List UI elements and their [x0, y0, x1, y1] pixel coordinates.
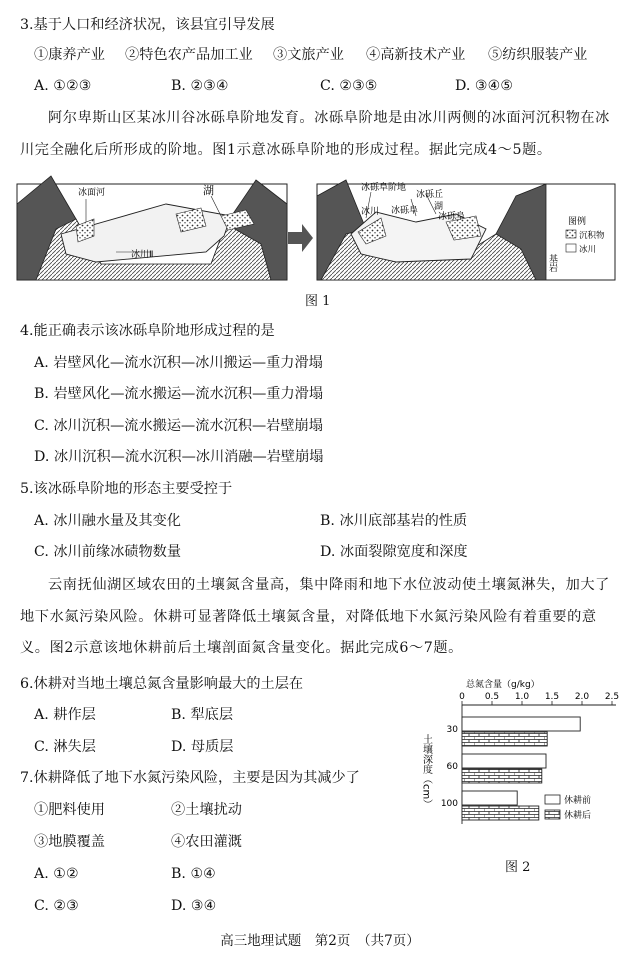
q3-item-4: ④高新技术产业 [366, 47, 466, 63]
chart-bar-before [462, 717, 580, 731]
q3-option-b: B. ②③④ [171, 78, 229, 94]
q3-stem: 3.基于人口和经济状况，该县宜引导发展 [20, 17, 275, 33]
chart-title: 总氮含量（g/kg） [466, 680, 540, 690]
q5-option-b: B. 冰川底部基岩的性质 [320, 513, 468, 529]
page-footer: 高三地理试题 第2页 （共7页） [220, 933, 420, 949]
chart-category-label: 30 [446, 725, 458, 735]
fig1-label-kame-terrace: 冰砾阜阶地 [361, 183, 407, 193]
q3-item-3: ③文旅产业 [273, 47, 344, 63]
fig1-label-glacier-right: 冰川 [361, 207, 380, 217]
figure-2-caption: 图 2 [505, 860, 531, 875]
fig1-label-lake-left: 湖 [203, 184, 214, 197]
fig1-legend-title: 图例 [568, 217, 587, 227]
q3-item-2: ②特色农产品加工业 [125, 47, 253, 63]
q6-option-b: B. 犁底层 [171, 707, 234, 723]
q7-item-2: ②土壤扰动 [171, 802, 242, 818]
fig1-right-panel [317, 180, 615, 280]
q7-item-1: ①肥料使用 [34, 802, 105, 818]
q3-option-c: C. ②③⑤ [320, 78, 378, 94]
chart-x-tick-label: 2.5 [604, 692, 620, 702]
q7-option-a: A. ①② [34, 866, 79, 882]
q4-option-d: D. 冰川沉积—流水沉积—冰川消融—岩壁崩塌 [34, 449, 324, 465]
q6-option-a: A. 耕作层 [34, 707, 96, 723]
q3-item-1: ①康养产业 [34, 47, 105, 63]
q7-option-b: B. ①④ [171, 866, 216, 882]
chart-category-label: 60 [446, 762, 458, 772]
chart-legend-swatch-after [545, 810, 560, 819]
chart-bar-before [462, 791, 517, 805]
q5-option-a: A. 冰川融水量及其变化 [34, 513, 181, 529]
q6-option-d: D. 母质层 [171, 739, 234, 755]
fig1-label-kame-2: 冰砾阜 [438, 212, 466, 222]
q7-stem: 7.休耕降低了地下水氮污染风险，主要是因为其减少了 [20, 770, 360, 786]
fig1-label-kame-hill: 冰砾丘 [416, 190, 444, 200]
q4-option-a: A. 岩壁风化—流水沉积—冰川搬运—重力滑塌 [34, 355, 323, 371]
chart-x-tick-label: 2.0 [574, 692, 590, 702]
chart-legend-swatch-before [545, 795, 560, 804]
figure-1-diagram [16, 174, 616, 286]
chart-bar-before [462, 754, 546, 768]
fig1-legend-swatch-glacier [566, 244, 576, 252]
chart-categories [441, 725, 458, 809]
fig1-label-kame-1: 冰砾阜 [391, 206, 419, 216]
q7-item-4: ④农田灌溉 [171, 834, 242, 850]
chart-legend-after: 休耕后 [564, 811, 592, 821]
fig1-arrow-icon [288, 224, 313, 252]
q4-option-b: B. 岩壁风化—流水搬运—流水沉积—重力滑塌 [34, 386, 324, 402]
chart-x-tick-label: 0.5 [484, 692, 500, 702]
fig1-label-lake-right: 湖 [434, 202, 444, 212]
q3-item-5: ⑤纺织服装产业 [488, 47, 588, 63]
chart-bar-after [462, 732, 547, 746]
fig1-label-bedrock: 基岩 [547, 254, 557, 272]
figure-2-chart [414, 676, 630, 836]
q7-option-c: C. ②③ [34, 898, 79, 914]
chart-bar-after [462, 806, 539, 820]
chart-bars [462, 717, 580, 820]
chart-x-tick-label: 0 [459, 692, 465, 702]
fig1-legend-sediment: 沉积物 [579, 231, 605, 241]
q5-option-c: C. 冰川前缘冰碛物数量 [34, 544, 182, 560]
chart-x-tick-label: 1.5 [544, 692, 560, 702]
chart-x-tick-label: 1.0 [514, 692, 530, 702]
fig1-label-meltwater-river: 冰面河 [78, 188, 106, 198]
q7-option-d: D. ③④ [171, 898, 217, 914]
q5-stem: 5.该冰砾阜阶地的形态主要受控于 [20, 481, 233, 497]
fig1-label-glacier-left: 冰川Ⅱ [131, 250, 154, 260]
q7-item-3: ③地膜覆盖 [34, 834, 105, 850]
fig1-legend-swatch-sediment [566, 230, 576, 238]
chart-bar-after [462, 769, 542, 783]
q4-stem: 4.能正确表示该冰砾阜阶地形成过程的是 [20, 323, 275, 339]
fig1-left-panel [17, 176, 287, 280]
chart-x-ticks [459, 692, 619, 705]
chart-legend-before: 休耕前 [564, 796, 592, 806]
figure-1-caption: 图 1 [305, 294, 331, 309]
q5-option-d: D. 冰面裂隙宽度和深度 [320, 544, 468, 560]
q4-option-c: C. 冰川沉积—流水搬运—流水沉积—岩壁崩塌 [34, 418, 323, 434]
q3-option-a: A. ①②③ [34, 78, 92, 94]
fig1-legend-glacier: 冰川 [579, 245, 597, 255]
q6-option-c: C. 淋失层 [34, 739, 96, 755]
q6-stem: 6.休耕对当地土壤总氮含量影响最大的土层在 [20, 676, 304, 692]
intro-paragraph-1: 阿尔卑斯山区某冰川谷冰砾阜阶地发育。冰砾阜阶地是由冰川两侧的冰面河沉积物在冰川完全融化后所形成的阶地。图1示意冰砾阜阶地的形成过程。据此完成4～5题。 [20, 110, 610, 158]
intro-paragraph-2: 云南抚仙湖区域农田的土壤氮含量高，集中降雨和地下水位波动使土壤氮淋失，加大了地下水氮污染风险。休耕可显著降低土壤氮含量，对降低地下水氮污染风险有着重要的意义。图2示意该地休耕前后土壤剖面氮含量变化。据此完成6～7题。 [20, 577, 610, 656]
chart-y-label: 土壤深度（cm） [420, 734, 432, 810]
q3-option-d: D. ③④⑤ [455, 78, 514, 94]
chart-category-label: 100 [440, 799, 458, 809]
